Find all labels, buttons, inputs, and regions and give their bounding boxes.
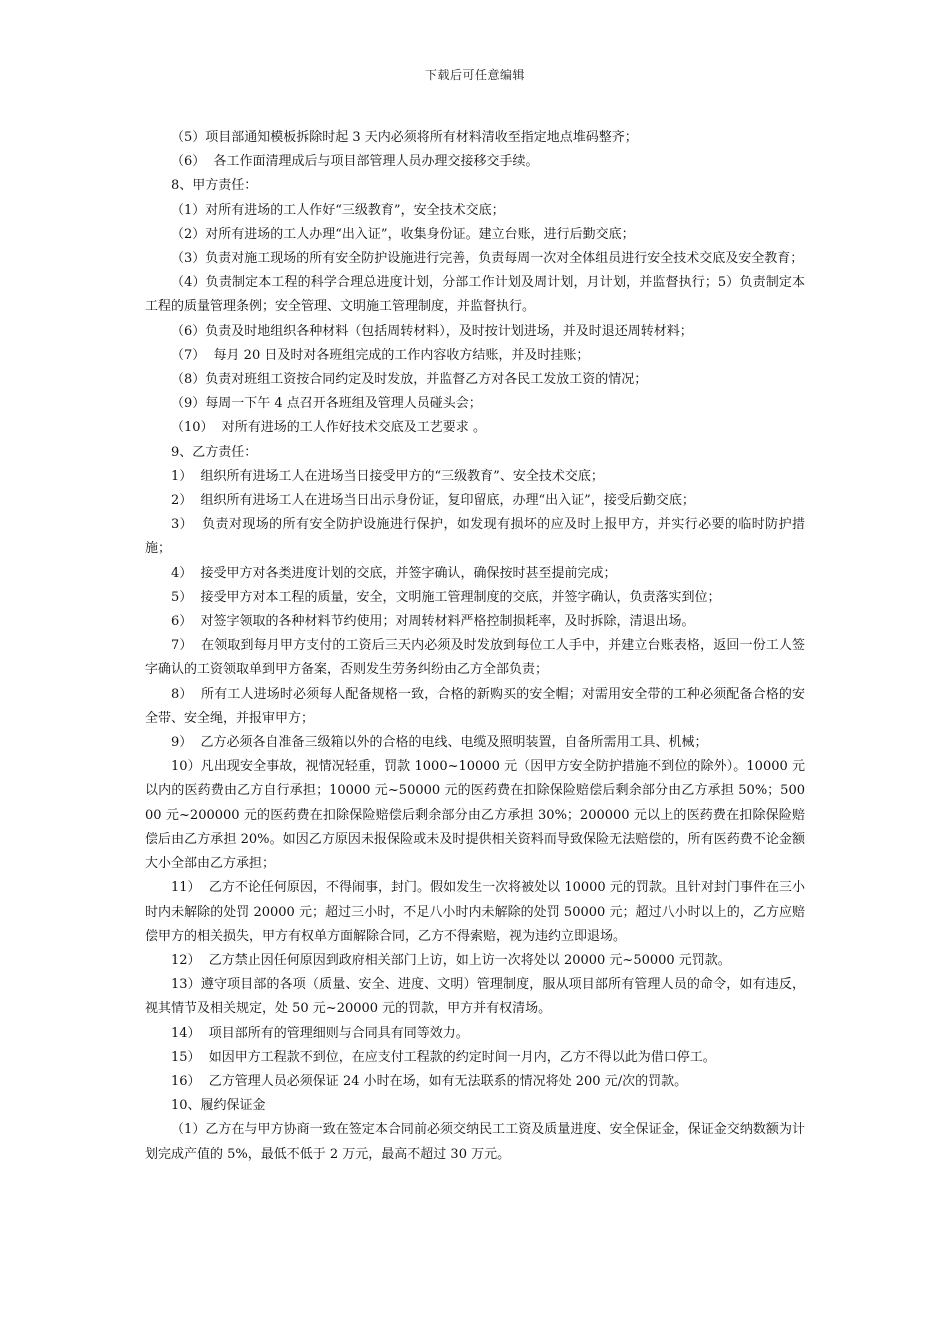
paragraph: 3） 负责对现场的所有安全防护设施进行保护，如发现有损坏的应及时上报甲方，并实行必要的临时防护措施； [145,517,805,557]
section-heading: 10、履约保证金 [171,1098,266,1114]
paragraph: 6） 对签字领取的各种材料节约使用；对周转材料严格控制损耗率，及时拆除，清退出场。 [171,614,695,630]
paragraph: （9）每周一下午 4 点召开各班组及管理人员碰头会； [171,396,482,412]
paragraph: （10） 对所有进场的工人作好技术交底及工艺要求 。 [171,420,486,436]
paragraph: 7） 在领取到每月甲方支付的工资后三天内必须及时发放到每位工人手中，并建立台账表格，返回一份工人签字确认的工资领取单到甲方备案，否则发生劳务纠纷由乙方全部负责； [145,638,805,678]
paragraph: 16） 乙方管理人员必须保证 24 小时在场，如有无法联系的情况将处 200 元/次的罚款。 [171,1073,688,1089]
paragraph: 8） 所有工人进场时必须每人配备规格一致，合格的新购买的安全帽；对需用安全带的工种必须配备合格的安全带、安全绳，并报审甲方； [145,686,805,726]
section-heading: 9、乙方责任： [171,444,258,460]
paragraph: 14） 项目部所有的管理细则与合同具有同等效力。 [171,1025,469,1041]
paragraph: （8）负责对班组工资按合同约定及时发放，并监督乙方对各民工发放工资的情况； [171,372,648,388]
paragraph: （5）项目部通知模板拆除时起 3 天内必须将所有材料清收至指定地点堆码整齐； [171,130,638,145]
paragraph: （6）负责及时地组织各种材料（包括周转材料），及时按计划进场，并及时退还周转材料； [171,323,693,339]
paragraph: （2）对所有进场的工人办理“出入证”，收集身份证。建立台账，进行后勤交底； [171,226,635,242]
paragraph: （1）乙方在与甲方协商一致在签定本合同前必须交纳民工工资及质量进度、安全保证金，保证金交纳数额为计划完成产值的 5%，最低不低于 2 万元，最高不超过 30 万元。 [145,1122,805,1162]
paragraph: 13）遵守项目部的各项（质量、安全、进度、文明）管理制度，服从项目部所有管理人员的命令，如有违反，视其情节及相关规定，处 50 元~20000 元的罚款，甲方并有权清场。 [145,977,805,1017]
header-note: 下载后可任意编辑 [424,68,525,82]
paragraph: 12） 乙方禁止因任何原因到政府相关部门上访，如上访一次将处以 20000 元~50000 元罚款。 [171,952,731,968]
paragraph: 2） 组织所有进场工人在进场当日出示身份证，复印留底，办理“出入证”，接受后勤交底； [171,493,695,509]
paragraph: （7） 每月 20 日及时对各班组完成的工作内容收方结账，并及时挂账； [171,347,590,363]
paragraph: 10）凡出现安全事故，视情况轻重，罚款 1000~10000 元（因甲方安全防护措施不到位的除外）。10000 元以内的医药费由乙方自行承担；10000 元~50000 元的医药费在扣除保险赔偿后剩余部分由乙方承担 50%；50000 元~200000 元的医药费在扣除保险赔偿后剩余部分由乙方承担 30%；200000 元以上的医药费在扣除保险赔偿后由乙方承担 20%。如因乙方原因未报保险或未及时提供相关资料而导致保险无法赔偿的，所有医药费不论金额大小全部由乙方承担； [145,759,805,872]
paragraph: （3）负责对施工现场的所有安全防护设施进行完善，负责每周一次对全体组员进行安全技术交底及安全教育； [171,251,804,267]
paragraph: 1） 组织所有进场工人在进场当日接受甲方的“三级教育”、安全技术交底； [171,468,604,484]
paragraph: （6） 各工作面清理成后与项目部管理人员办理交接移交手续。 [171,154,539,170]
paragraph: （1）对所有进场的工人作好“三级教育”，安全技术交底； [171,202,505,218]
paragraph: 15） 如因甲方工程款不到位，在应支付工程款的约定时间一月内，乙方不得以此为借口停工。 [171,1049,716,1065]
paragraph: 4） 接受甲方对各类进度计划的交底，并签字确认，确保按时甚至提前完成； [171,565,617,581]
paragraph: 9） 乙方必须各自准备三级箱以外的合格的电线、电缆及照明装置，自备所需用工具、机械； [171,735,708,751]
paragraph: 11） 乙方不论任何原因，不得闹事，封门。假如发生一次将被处以 10000 元的罚款。且针对封门事件在三小时内未解除的处罚 20000 元；超过三小时，不足八小时内未解除的处罚 50000 元；超过八小时以上的，乙方应赔偿甲方的相关损失，甲方有权单方面解除合同，乙方不得索赔，视为违约立即退场。 [145,880,805,944]
paragraph: 5） 接受甲方对本工程的质量，安全，文明施工管理制度的交底，并签字确认，负责落实到位； [171,589,721,605]
paragraph: （4）负责制定本工程的科学合理总进度计划，分部工作计划及周计划，月计划，并监督执行；5）负责制定本工程的质量管理条例；安全管理、文明施工管理制度，并监督执行。 [145,275,805,315]
document-body [145,126,805,1167]
section-heading: 8、甲方责任： [171,178,258,194]
